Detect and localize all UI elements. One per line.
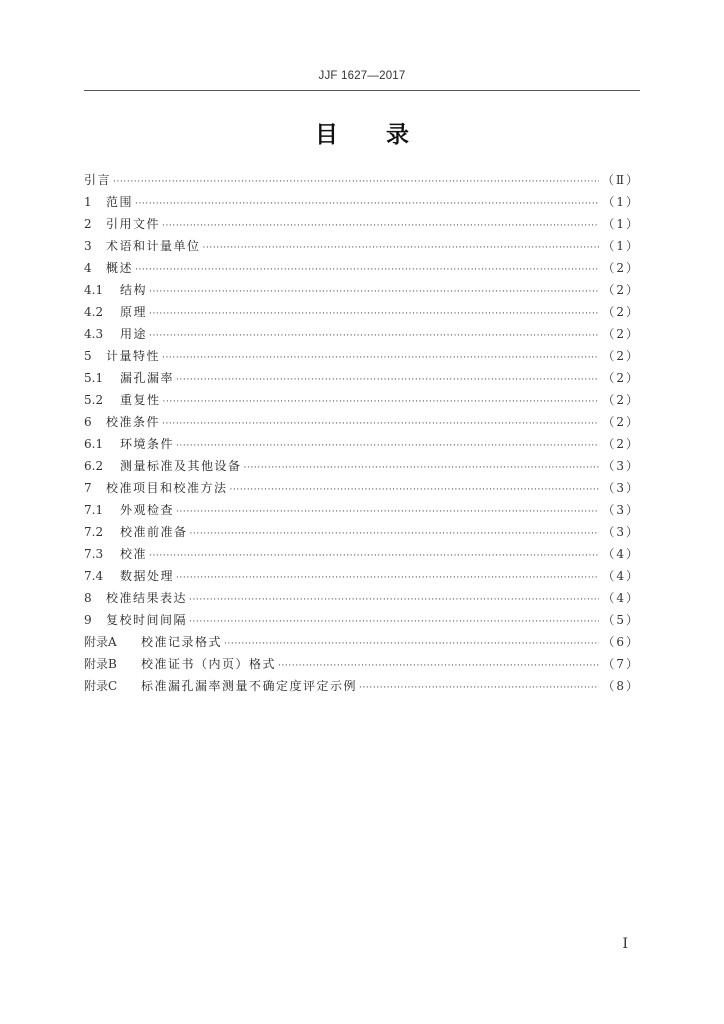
toc-entry-page: （2） xyxy=(602,393,640,407)
toc-entry-label: 计量特性 xyxy=(106,349,161,363)
toc-entry-label: 原理 xyxy=(120,305,148,319)
toc-entry[interactable] xyxy=(84,411,640,433)
page-number: Ⅰ xyxy=(622,936,628,952)
toc-entry-number: 4.3 xyxy=(84,327,104,341)
toc-entry-number: 5.1 xyxy=(84,371,104,385)
toc-dot-leader xyxy=(359,677,599,699)
toc-entry-number: 4.1 xyxy=(84,283,104,297)
toc-entry[interactable] xyxy=(84,477,640,499)
toc-dot-leader xyxy=(163,391,600,413)
toc-entry-label: 校准前准备 xyxy=(120,525,188,539)
toc-dot-leader xyxy=(162,347,599,369)
toc-entry-label: 标准漏孔漏率测量不确定度评定示例 xyxy=(141,679,358,693)
toc-entry-page: （1） xyxy=(602,239,640,253)
toc-entry[interactable] xyxy=(84,587,640,609)
toc-entry-page: （3） xyxy=(602,525,640,539)
toc-entry[interactable] xyxy=(84,279,640,301)
toc-entry-label: 用途 xyxy=(120,327,148,341)
header-divider xyxy=(84,90,640,91)
toc-entry[interactable] xyxy=(84,367,640,389)
toc-entry-label: 复校时间间隔 xyxy=(106,613,188,627)
toc-entry-number: 6.1 xyxy=(84,437,104,451)
toc-entry[interactable] xyxy=(84,543,640,565)
toc-entry[interactable] xyxy=(84,455,640,477)
toc-entry-number: 4 xyxy=(84,261,92,275)
toc-entry-page: （2） xyxy=(602,305,640,319)
toc-dot-leader xyxy=(149,545,599,567)
toc-entry-number: 7.2 xyxy=(84,525,104,539)
toc-dot-leader xyxy=(176,435,599,457)
toc-dot-leader xyxy=(135,259,599,281)
toc-entry-number: 附录C xyxy=(84,679,118,693)
toc-entry[interactable] xyxy=(84,609,640,631)
toc-dot-leader xyxy=(278,655,599,677)
toc-entry-page: （1） xyxy=(602,217,640,231)
toc-dot-leader xyxy=(149,325,599,347)
toc-entry-page: （3） xyxy=(602,459,640,473)
toc-entry[interactable] xyxy=(84,213,640,235)
toc-entry-number: 9 xyxy=(84,613,92,627)
toc-entry[interactable] xyxy=(84,301,640,323)
toc-entry[interactable] xyxy=(84,565,640,587)
toc-entry-page: （2） xyxy=(602,327,640,341)
toc-entry-label: 漏孔漏率 xyxy=(120,371,175,385)
toc-entry-label: 引用文件 xyxy=(106,217,161,231)
toc-entry-page: （4） xyxy=(602,547,640,561)
toc-entry-page: （2） xyxy=(602,437,640,451)
toc-entry-label: 校准 xyxy=(120,547,148,561)
toc-entry-page: （7） xyxy=(602,657,640,671)
toc-entry-label: 引言 xyxy=(84,173,112,187)
toc-entry-label: 数据处理 xyxy=(120,569,175,583)
toc-entry-label: 结构 xyxy=(120,283,148,297)
toc-entry-page: （8） xyxy=(602,679,640,693)
toc-entry-label: 术语和计量单位 xyxy=(106,239,201,253)
toc-entry-page: （2） xyxy=(602,371,640,385)
toc-entry[interactable] xyxy=(84,653,640,675)
toc-entry-page: （2） xyxy=(602,415,640,429)
toc-entry-label: 概述 xyxy=(106,261,134,275)
toc-dot-leader xyxy=(230,479,600,501)
toc-entry-number: 1 xyxy=(84,195,92,209)
toc-entry-label: 校准结果表达 xyxy=(106,591,188,605)
toc-dot-leader xyxy=(224,633,599,655)
toc-entry[interactable] xyxy=(84,631,640,653)
toc-entry[interactable] xyxy=(84,323,640,345)
toc-entry[interactable] xyxy=(84,389,640,411)
toc-entry-number: 5.2 xyxy=(84,393,104,407)
toc-entry-label: 外观检查 xyxy=(120,503,175,517)
toc-entry-number: 2 xyxy=(84,217,92,231)
toc-entry-number: 8 xyxy=(84,591,92,605)
toc-entry-label: 校准证书（内页）格式 xyxy=(141,657,277,671)
toc-dot-leader xyxy=(189,611,599,633)
toc-entry-number: 7.1 xyxy=(84,503,104,517)
toc-entry[interactable] xyxy=(84,235,640,257)
toc-entry-page: （4） xyxy=(602,569,640,583)
toc-dot-leader xyxy=(149,303,599,325)
toc-entry-number: 4.2 xyxy=(84,305,104,319)
toc-entry-label: 重复性 xyxy=(120,393,161,407)
toc-dot-leader xyxy=(244,457,600,479)
toc-entry-number: 6.2 xyxy=(84,459,104,473)
toc-dot-leader xyxy=(176,369,599,391)
toc-entry[interactable] xyxy=(84,521,640,543)
table-of-contents xyxy=(84,169,640,697)
toc-entry-label: 测量标准及其他设备 xyxy=(120,459,242,473)
toc-entry[interactable] xyxy=(84,499,640,521)
standard-code-header: JJF 1627—2017 xyxy=(318,70,406,82)
toc-dot-leader xyxy=(203,237,600,259)
toc-dot-leader xyxy=(176,501,599,523)
toc-dot-leader xyxy=(162,215,599,237)
toc-entry-label: 环境条件 xyxy=(120,437,175,451)
toc-entry-page: （Ⅱ） xyxy=(601,173,640,187)
toc-dot-leader xyxy=(176,567,599,589)
toc-entry-label: 校准项目和校准方法 xyxy=(106,481,228,495)
toc-entry-page: （2） xyxy=(602,261,640,275)
toc-entry[interactable] xyxy=(84,191,640,213)
toc-entry-page: （1） xyxy=(602,195,640,209)
toc-entry-number: 6 xyxy=(84,415,92,429)
toc-entry-number: 5 xyxy=(84,349,92,363)
page-title: 目录 xyxy=(315,122,457,148)
toc-entry-number: 3 xyxy=(84,239,92,253)
toc-entry-page: （4） xyxy=(602,591,640,605)
toc-entry-number: 7.3 xyxy=(84,547,104,561)
toc-entry-page: （2） xyxy=(602,283,640,297)
toc-entry-page: （6） xyxy=(602,635,640,649)
toc-entry-label: 校准记录格式 xyxy=(141,635,223,649)
toc-dot-leader xyxy=(162,413,599,435)
toc-entry-number: 附录A xyxy=(84,635,117,649)
toc-entry-number: 附录B xyxy=(84,657,117,671)
toc-dot-leader xyxy=(149,281,599,303)
toc-entry-label: 范围 xyxy=(106,195,134,209)
toc-entry[interactable] xyxy=(84,169,640,191)
toc-entry[interactable] xyxy=(84,675,640,697)
toc-entry-page: （5） xyxy=(602,613,640,627)
toc-entry-label: 校准条件 xyxy=(106,415,161,429)
toc-entry[interactable] xyxy=(84,257,640,279)
toc-entry-page: （2） xyxy=(602,349,640,363)
toc-entry[interactable] xyxy=(84,433,640,455)
toc-entry[interactable] xyxy=(84,345,640,367)
toc-entry-page: （3） xyxy=(602,481,640,495)
toc-dot-leader xyxy=(189,589,599,611)
toc-entry-number: 7 xyxy=(84,481,92,495)
toc-dot-leader xyxy=(113,171,599,193)
toc-dot-leader xyxy=(190,523,600,545)
toc-entry-number: 7.4 xyxy=(84,569,104,583)
toc-dot-leader xyxy=(135,193,599,215)
toc-entry-page: （3） xyxy=(602,503,640,517)
